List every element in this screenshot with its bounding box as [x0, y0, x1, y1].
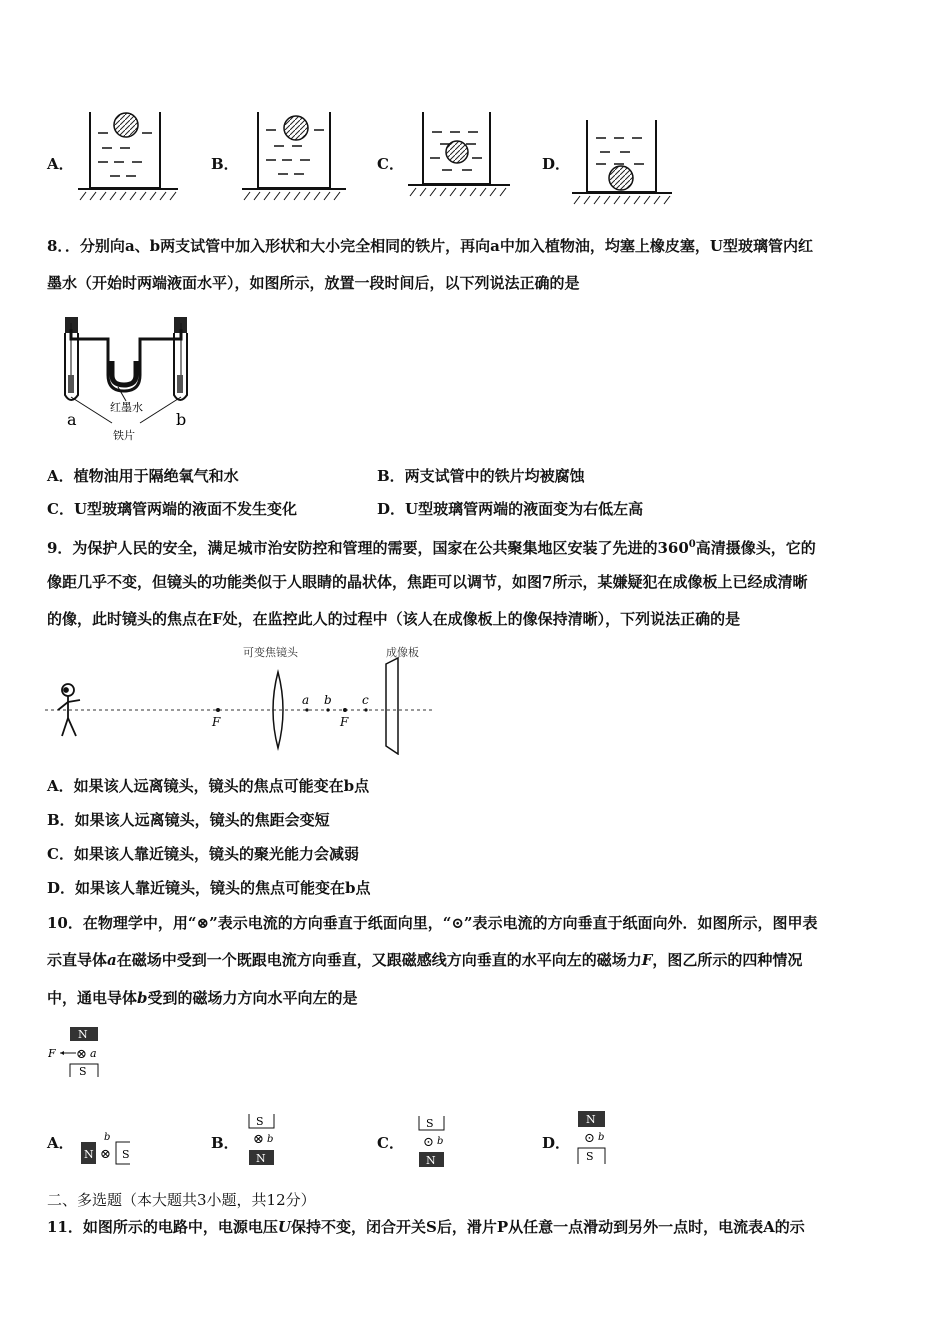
q8-option-c: C．U型玻璃管两端的液面不发生变化	[47, 500, 298, 518]
section-2-title: 二、多选题（本大题共3小题，共12分）	[47, 1191, 316, 1209]
q8-iron-label: 铁片	[113, 429, 135, 442]
q10-option-b-label: B．	[211, 1134, 239, 1152]
imaging-board	[386, 658, 398, 754]
q9-option-a: A．如果该人远离镜头，镜头的焦点可能变在b点	[47, 777, 370, 795]
q10-option-a-label: A．	[47, 1134, 74, 1152]
q8-text-line-2: 墨水（开始时两端液面水平），如图所示，放置一段时间后，以下列说法正确的是	[47, 274, 580, 292]
q10-main-figure	[48, 1025, 118, 1081]
q10-b-b: b	[267, 1134, 274, 1145]
beaker-d	[572, 120, 672, 204]
q10-b-sym: ⊗	[253, 1132, 264, 1147]
q10-a-N: N	[84, 1148, 94, 1161]
q10-c-sym: ⊙	[423, 1135, 434, 1150]
q9-option-d: D．如果该人靠近镜头，镜头的焦点可能变在b点	[47, 879, 371, 897]
q9-point-b: b	[324, 693, 332, 707]
q10-main-N: N	[78, 1028, 88, 1041]
q7-option-b-label: B．	[211, 155, 239, 173]
q10-a-S: S	[122, 1148, 130, 1161]
q8-option-d: D．U型玻璃管两端的液面变为右低左高	[377, 500, 644, 518]
q7-option-a-label: A．	[47, 155, 74, 173]
q9-option-b: B．如果该人远离镜头，镜头的焦距会变短	[47, 811, 330, 829]
q9-board-label: 成像板	[386, 646, 419, 659]
q8-option-b: B．两支试管中的铁片均被腐蚀	[377, 467, 585, 485]
q10-main-F: F	[48, 1047, 56, 1060]
q9-text-line-1: 9．为保护人民的安全，满足城市治安防控和管理的需要，国家在公共聚集地区安装了先进的$360^0$高清摄像头，它的	[47, 539, 816, 557]
beaker-b	[242, 112, 346, 200]
beaker-c	[408, 112, 510, 196]
q8-label-a: a	[67, 410, 77, 429]
q10-main-a: a	[90, 1047, 97, 1060]
q10-option-c-figure	[414, 1112, 454, 1172]
q10-option-c-label: C．	[377, 1134, 404, 1152]
q9-text-line-2: 像距几乎不变，但镜头的功能类似于人眼睛的晶状体，焦距可以调节，如图7所示，某嫌疑犯在成像板上已经成清晰	[47, 573, 808, 591]
q9-point-c: c	[362, 693, 369, 707]
q11-text-line-1: 11．如图所示的电路中，电源电压U保持不变，闭合开关S后，滑片P从任意一点滑动到另外一点时，电流表A的示	[47, 1218, 805, 1236]
q9-point-F1: F	[212, 715, 221, 729]
q10-b-N: N	[256, 1152, 266, 1165]
q10-text-line-2: 示直导体a在磁场中受到一个既跟电流方向垂直，又跟磁感线方向垂直的水平向左的磁场力F，图乙所示的四种情况	[47, 951, 803, 969]
q7-option-c-label: C．	[377, 155, 404, 173]
q9-point-F2: F	[340, 715, 349, 729]
q10-a-b: b	[104, 1132, 111, 1143]
q10-d-N: N	[586, 1113, 596, 1126]
q10-d-sym: ⊙	[584, 1131, 595, 1146]
q10-main-S: S	[79, 1065, 87, 1078]
q10-c-S: S	[426, 1117, 434, 1130]
q10-c-b: b	[437, 1136, 444, 1147]
q10-d-S: S	[586, 1150, 594, 1163]
q9-lens-figure	[40, 640, 440, 755]
q8-text-line-1: 8．．分别向a、b两支试管中加入形状和大小完全相同的铁片，再向a中加入植物油，均塞上橡皮塞，U型玻璃管内红	[47, 237, 813, 255]
q10-text-line-1: 10．在物理学中，用“⊗”表示电流的方向垂直于纸面向里，“⊙”表示电流的方向垂直于纸面向外．如图所示，图甲表	[47, 914, 818, 932]
q8-u-tube-figure	[40, 305, 210, 450]
q10-option-a-figure	[78, 1128, 140, 1168]
q9-point-a: a	[302, 693, 310, 707]
q8-option-a: A．植物油用于隔绝氧气和水	[47, 467, 239, 485]
q10-option-d-label: D．	[542, 1134, 571, 1152]
q10-c-N: N	[426, 1154, 436, 1167]
q7-beakers-figure	[0, 100, 700, 210]
q9-option-c: C．如果该人靠近镜头，镜头的聚光能力会减弱	[47, 845, 359, 863]
q8-label-b: b	[176, 410, 187, 429]
q10-a-sym: ⊗	[100, 1147, 111, 1162]
q9-text-line-3: 的像，此时镜头的焦点在F处，在监控此人的过程中（该人在成像板上的像保持清晰），下列说法正确的是	[47, 610, 741, 628]
q10-main-cross: ⊗	[76, 1047, 87, 1062]
q10-b-S: S	[256, 1115, 264, 1128]
q7-option-d-label: D．	[542, 155, 571, 173]
q10-option-d-figure	[574, 1108, 616, 1168]
q8-ink-label: 红墨水	[110, 401, 143, 414]
q10-d-b: b	[598, 1132, 605, 1143]
q10-option-b-figure	[244, 1110, 284, 1170]
beaker-a	[78, 112, 178, 200]
q9-lens-label: 可变焦镜头	[243, 646, 298, 659]
q10-text-line-3: 中，通电导体b受到的磁场力方向水平向左的是	[47, 989, 358, 1007]
